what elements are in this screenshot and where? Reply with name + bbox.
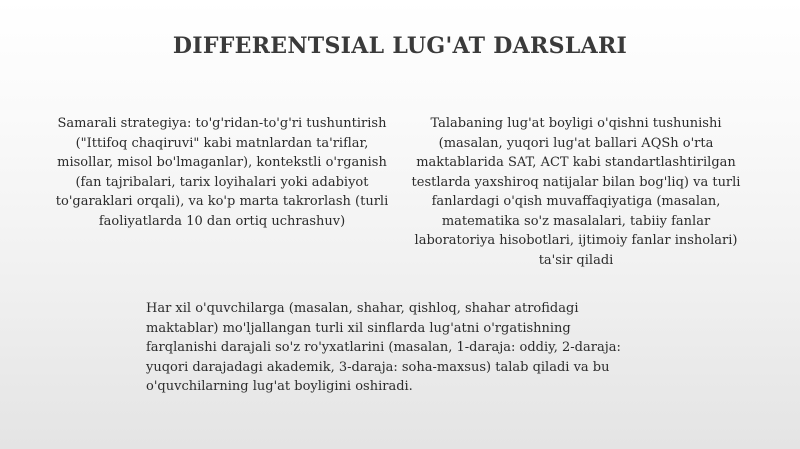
slide-title: DIFFERENTSIAL LUG'AT DARSLARI bbox=[172, 33, 628, 59]
right-text-block: Talabaning lug'at boyligi o'qishni tushunishi (masalan, yuqori lug'at ballari AQSh o'rta maktablarida SAT, ACT kabi standartlashtirilgan testlarda yaxshiroq natijalar bilan bog'liq) va turli fanlardagi o'qish muvaffaqiyatiga (masalan, matematika so'z masalalari, tabiiy fanlar laboratoriya hisobotlari, ijtimoiy fanlar insholari) ta'sir qiladi bbox=[411, 116, 741, 268]
bottom-text-block: Har xil o'quvchilarga (masalan, shahar, qishloq, shahar atrofidagi maktablar) mo'ljallangan turli xil sinflarda lug'atni o'rgatishning farqlanishi darajali so'z ro'yxatlarini (masalan, 1-daraja: oddiy, 2-daraja: yuqori darajadagi akademik, 3-daraja: soha-maxsus) talab qiladi va bu o'quvchilarning lug'at boyligini oshiradi. bbox=[146, 301, 621, 394]
left-text-block: Samarali strategiya: to'g'ridan-to'g'ri tushuntirish ("Ittifoq chaqiruvi" kabi matnlardan ta'riflar, misollar, misol bo'lmaganlar), kontekstli o'rganish (fan tajribalari, tarix loyihalari yoki adabiyot to'garaklari orqali), va ko'p marta takrorlash (turli faoliyatlarda 10 dan ortiq uchrashuv) bbox=[55, 116, 389, 229]
